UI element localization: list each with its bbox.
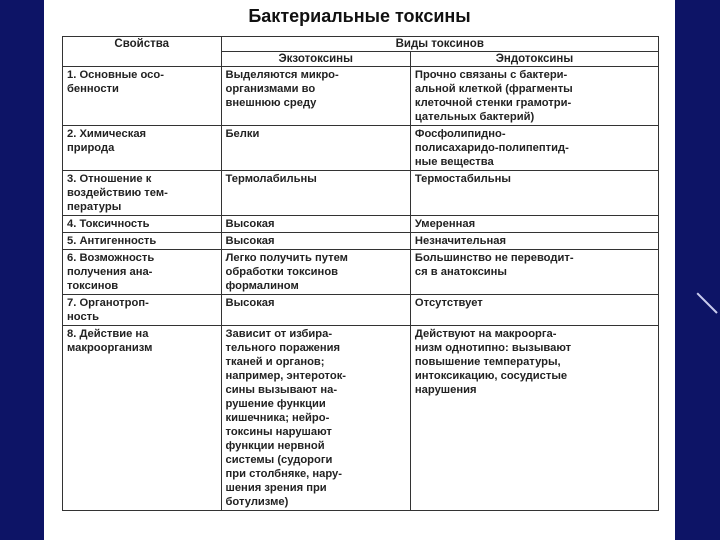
endotoxin-cell: Умеренная [410, 216, 658, 233]
exotoxin-cell: Термолабильны [221, 171, 410, 216]
exotoxin-cell: Выделяются микро- организмами во внешнюю среду [221, 67, 410, 126]
decorative-line [696, 292, 717, 313]
table-row [63, 171, 659, 216]
exotoxin-cell: Высокая [221, 233, 410, 250]
table-row [63, 233, 659, 250]
header-endotoxins: Эндотоксины [410, 52, 658, 67]
endotoxin-cell: Действуют на макроорга- низм однотипно: вызывают повышение температуры, интоксикацию, сосудистые нарушения [410, 326, 658, 511]
property-cell: 1. Основные осо- бенности [63, 67, 222, 126]
property-cell: 3. Отношение к воздействию тем- пературы [63, 171, 222, 216]
header-properties: Свойства [63, 37, 222, 67]
table-row [63, 295, 659, 326]
property-cell: 6. Возможность получения ана- токсинов [63, 250, 222, 295]
property-cell: 7. Органотроп- ность [63, 295, 222, 326]
slide [44, 0, 675, 540]
exotoxin-cell: Белки [221, 126, 410, 171]
property-cell: 5. Антигенность [63, 233, 222, 250]
property-cell: 8. Действие на макроорганизм [63, 326, 222, 511]
endotoxin-cell: Незначительная [410, 233, 658, 250]
exotoxin-cell: Высокая [221, 216, 410, 233]
endotoxin-cell: Прочно связаны с бактери- альной клеткой (фрагменты клеточной стенки грамотри- цательных бактерий) [410, 67, 658, 126]
exotoxin-cell: Легко получить путем обработки токсинов формалином [221, 250, 410, 295]
table-row [63, 67, 659, 126]
table-row [63, 216, 659, 233]
toxins-table [62, 36, 659, 511]
header-exotoxins: Экзотоксины [221, 52, 410, 67]
exotoxin-cell: Высокая [221, 295, 410, 326]
header-types: Виды токсинов [221, 37, 658, 52]
endotoxin-cell: Большинство не переводит- ся в анатоксины [410, 250, 658, 295]
endotoxin-cell: Термостабильны [410, 171, 658, 216]
table-row [63, 126, 659, 171]
property-cell: 2. Химическая природа [63, 126, 222, 171]
endotoxin-cell: Отсутствует [410, 295, 658, 326]
table-row [63, 250, 659, 295]
endotoxin-cell: Фосфолипидно- полисахаридо-полипептид- ные вещества [410, 126, 658, 171]
page-title: Бактериальные токсины [248, 6, 471, 26]
table-row [63, 326, 659, 511]
header-row [63, 37, 659, 52]
property-cell: 4. Токсичность [63, 216, 222, 233]
exotoxin-cell: Зависит от избира- тельного поражения тканей и органов; например, энтероток- сины вызывают на- рушение функции кишечника; нейро- токсины нарушают функции нервной системы (судороги при столбняке, нару- шения зрения при ботулизме) [221, 326, 410, 511]
